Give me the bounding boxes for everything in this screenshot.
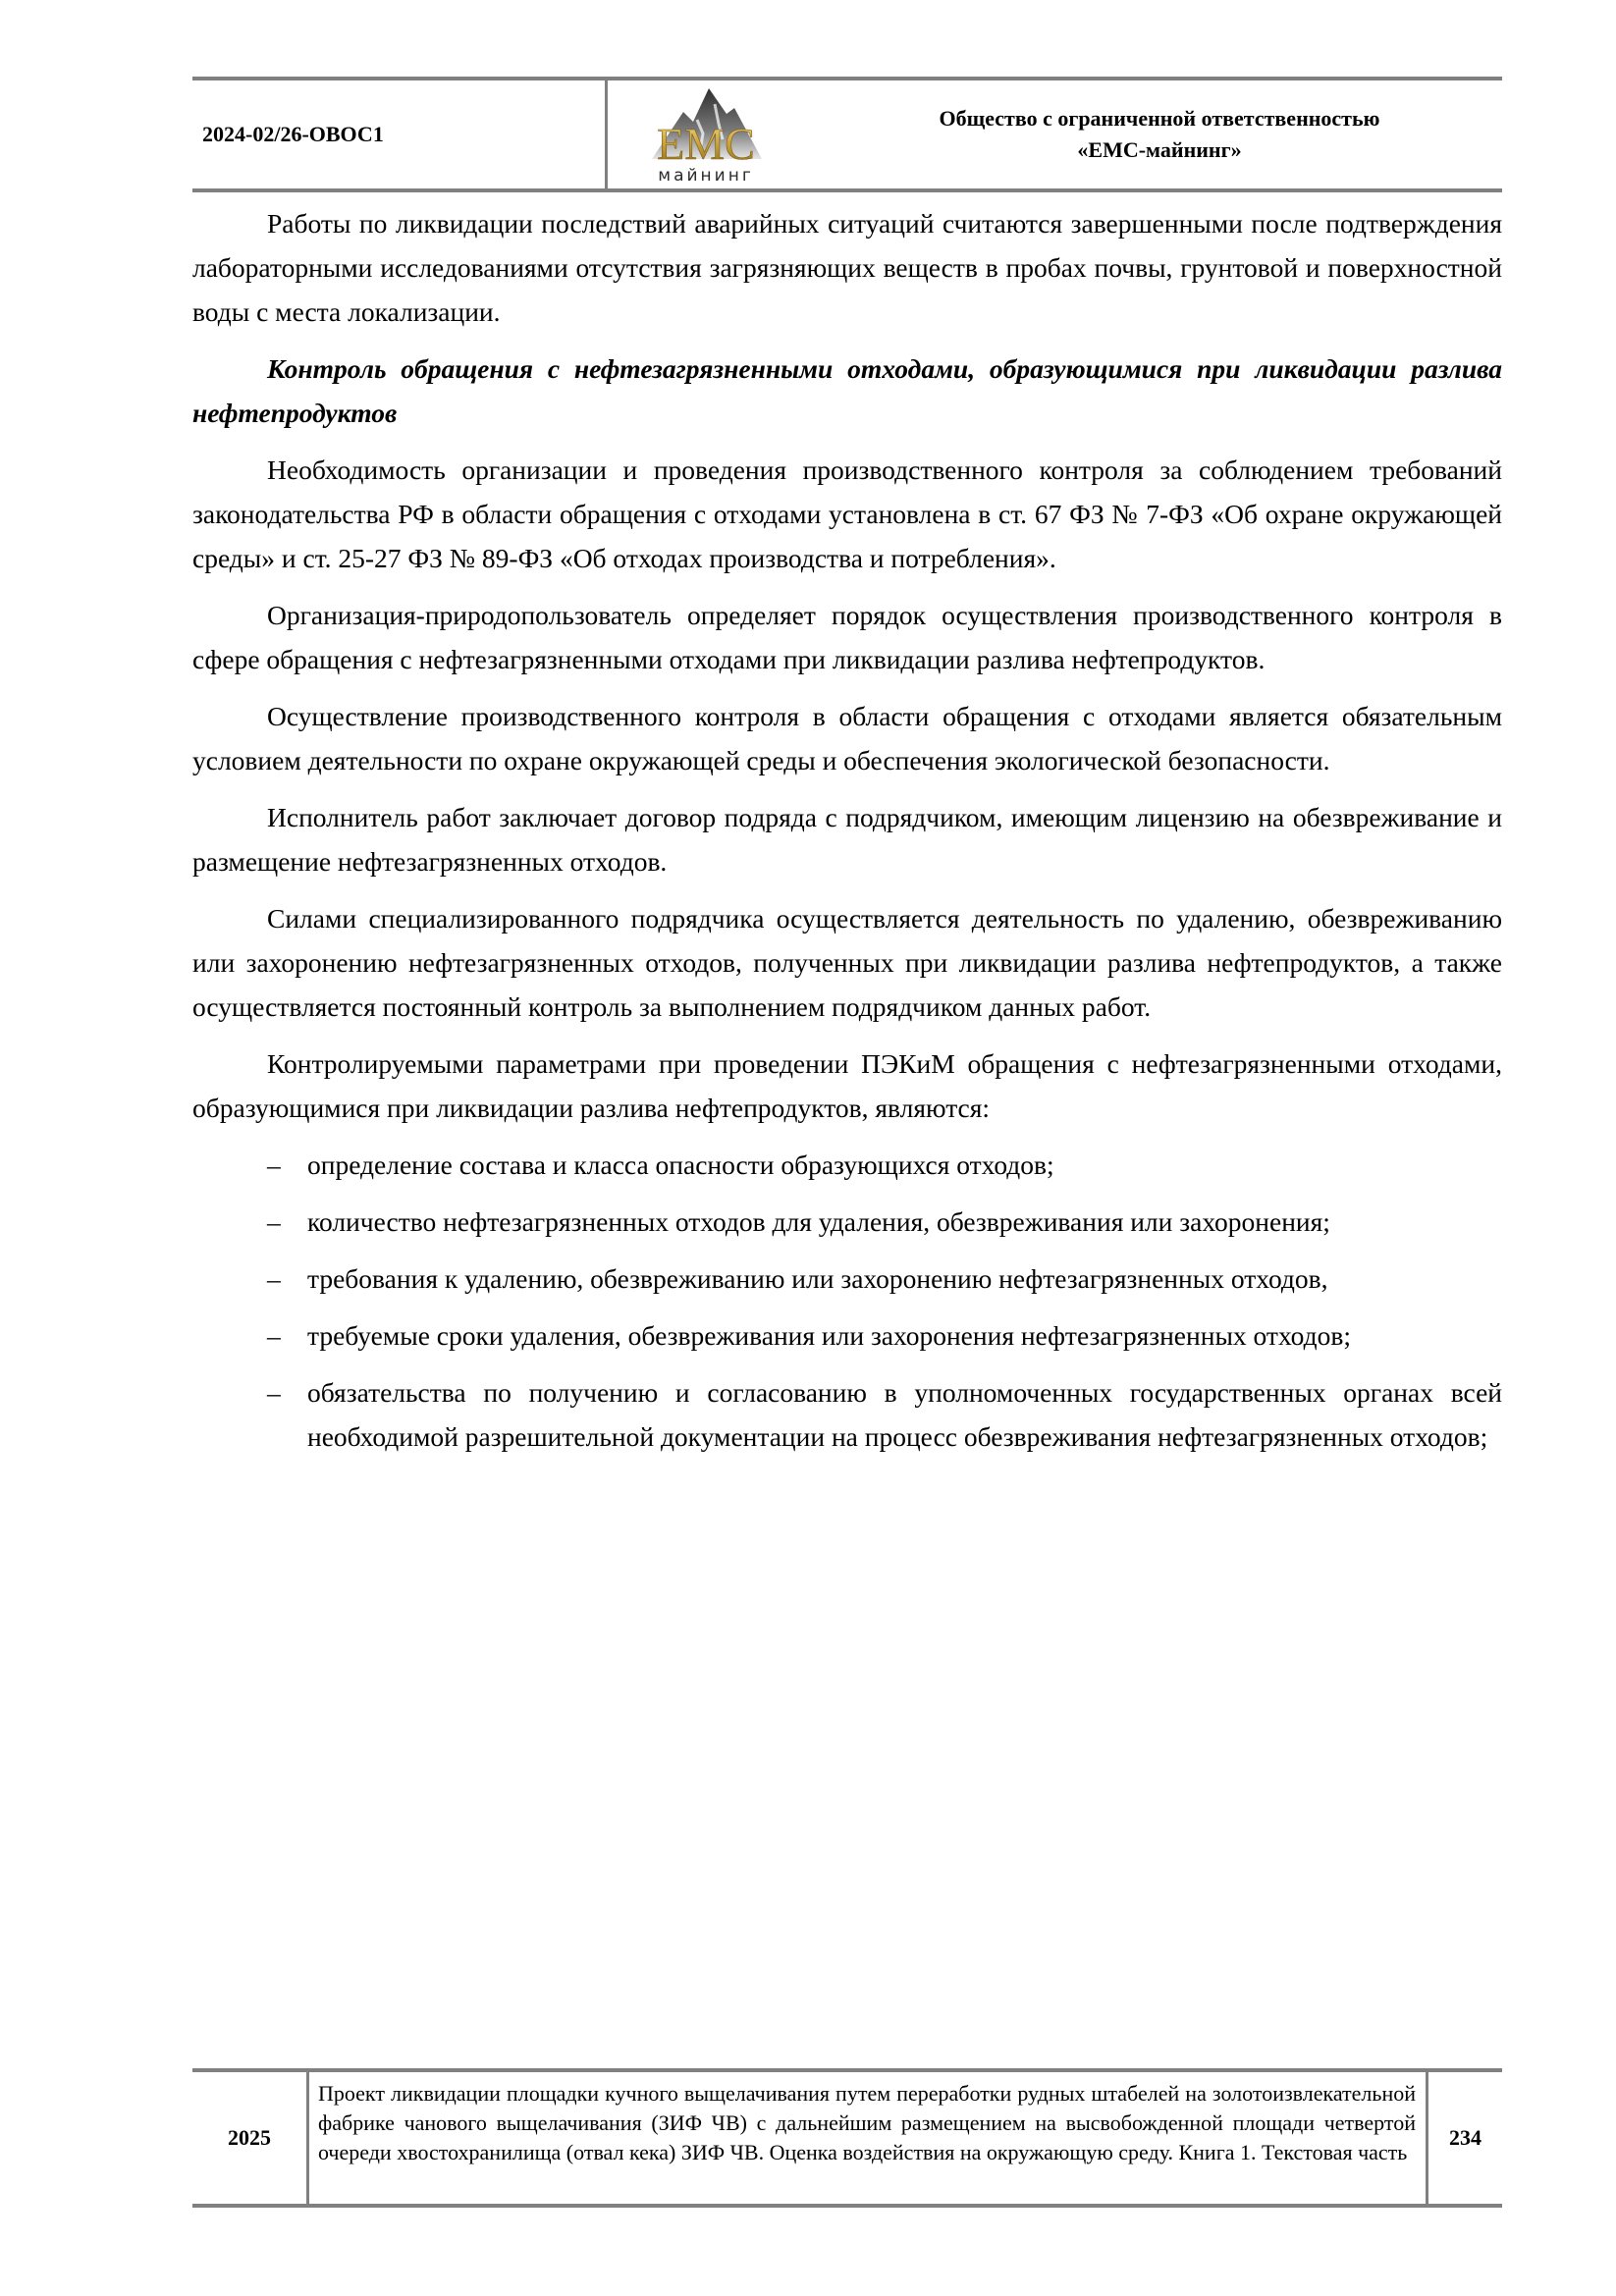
logo-text: ЕМС <box>657 119 755 169</box>
list-item-text: обязательства по получению и согласованию в уполномоченных государственных органах всей необходимой разрешительной документации на процесс обезвреживания нефтезагрязненных отходов; <box>307 1377 1502 1452</box>
list-item-text: требования к удалению, обезвреживанию или захоронению нефтезагрязненных отходов, <box>307 1263 1328 1294</box>
paragraph: Организация-природопользователь определяет порядок осуществления производственного контроля в сфере обращения с нефтезагрязненными отходами при ликвидации разлива нефтепродуктов. <box>192 600 1502 674</box>
paragraph: Исполнитель работ заключает договор подряда с подрядчиком, имеющим лицензию на обезвреживание и размещение нефтезагрязненных отходов. <box>192 802 1502 877</box>
mountain-logo-icon <box>632 82 780 187</box>
list-dash-icon: – <box>267 1377 281 1408</box>
logo-subtext: майнинг <box>658 166 754 186</box>
list-item-text: определение состава и класса опасности образующихся отходов; <box>307 1149 1054 1180</box>
list-dash-icon: – <box>267 1320 281 1351</box>
header-divider <box>605 80 608 188</box>
list-item <box>192 1256 1502 1301</box>
list-item <box>192 1200 1502 1244</box>
paragraph: Необходимость организации и проведения производственного контроля за соблюдением требований законодательства РФ в области обращения с отходами установлена в ст. 67 ФЗ № 7-ФЗ «Об охране окружающей среды» и ст. 25-27 ФЗ № 89-ФЗ «Об отходах производства и потребления». <box>192 454 1502 573</box>
list-item <box>192 1370 1502 1459</box>
footer-project-title: Проект ликвидации площадки кучного выщелачивания путем переработки рудных штабелей на золотоизвлекательной фабрике чанового выщелачивания (ЗИФ ЧВ) с дальнейшим размещением на высвобожденной площади четвертой очереди хвостохранилища (отвал кека) ЗИФ ЧВ. Оценка воздействия на окружающую среду. Книга 1. Текстовая часть <box>318 2081 1416 2164</box>
company-logo <box>632 82 780 187</box>
list-item <box>192 1143 1502 1187</box>
document-code: 2024-02/26-ОВОС1 <box>202 122 384 146</box>
paragraph: Силами специализированного подрядчика осуществляется деятельность по удалению, обезвреживанию или захоронению нефтезагрязненных отходов, полученных при ликвидации разлива нефтепродуктов, а также осуществляется постоянный контроль за выполнением подрядчиком данных работ. <box>192 903 1502 1022</box>
list-dash-icon: – <box>267 1149 281 1180</box>
list-dash-icon: – <box>267 1263 281 1294</box>
parameter-list <box>192 1143 1502 1459</box>
organization-name <box>821 80 1498 188</box>
section-heading: Контроль обращения с нефтезагрязненными отходами, образующимися при ликвидации разлива нефтепродуктов <box>192 353 1502 428</box>
list-item <box>192 1313 1502 1358</box>
footer-year: 2025 <box>228 2125 271 2150</box>
page-header <box>192 77 1502 192</box>
document-body <box>192 201 1502 1471</box>
paragraph: Работы по ликвидации последствий аварийных ситуаций считаются завершенными после подтверждения лабораторными исследованиями отсутствия загрязняющих веществ в пробах почвы, грунтовой и поверхностной воды с места локализации. <box>192 208 1502 327</box>
paragraph: Осуществление производственного контроля в области обращения с отходами является обязательным условием деятельности по охране окружающей среды и обеспечения экологической безопасности. <box>192 701 1502 775</box>
footer-divider <box>306 2072 309 2204</box>
page-footer <box>192 2068 1502 2208</box>
list-item-text: количество нефтезагрязненных отходов для удаления, обезвреживания или захоронения; <box>307 1206 1330 1237</box>
list-item-text: требуемые сроки удаления, обезвреживания или захоронения нефтезагрязненных отходов; <box>307 1320 1351 1351</box>
list-dash-icon: – <box>267 1206 281 1237</box>
page-number: 234 <box>1449 2125 1481 2150</box>
organization-line-1: Общество с ограниченной ответственностью <box>939 106 1380 131</box>
paragraph: Контролируемыми параметрами при проведении ПЭКиМ обращения с нефтезагрязненными отходами, образующимися при ликвидации разлива нефтепродуктов, являются: <box>192 1048 1502 1123</box>
organization-line-2: «ЕМС-майнинг» <box>1077 137 1242 162</box>
